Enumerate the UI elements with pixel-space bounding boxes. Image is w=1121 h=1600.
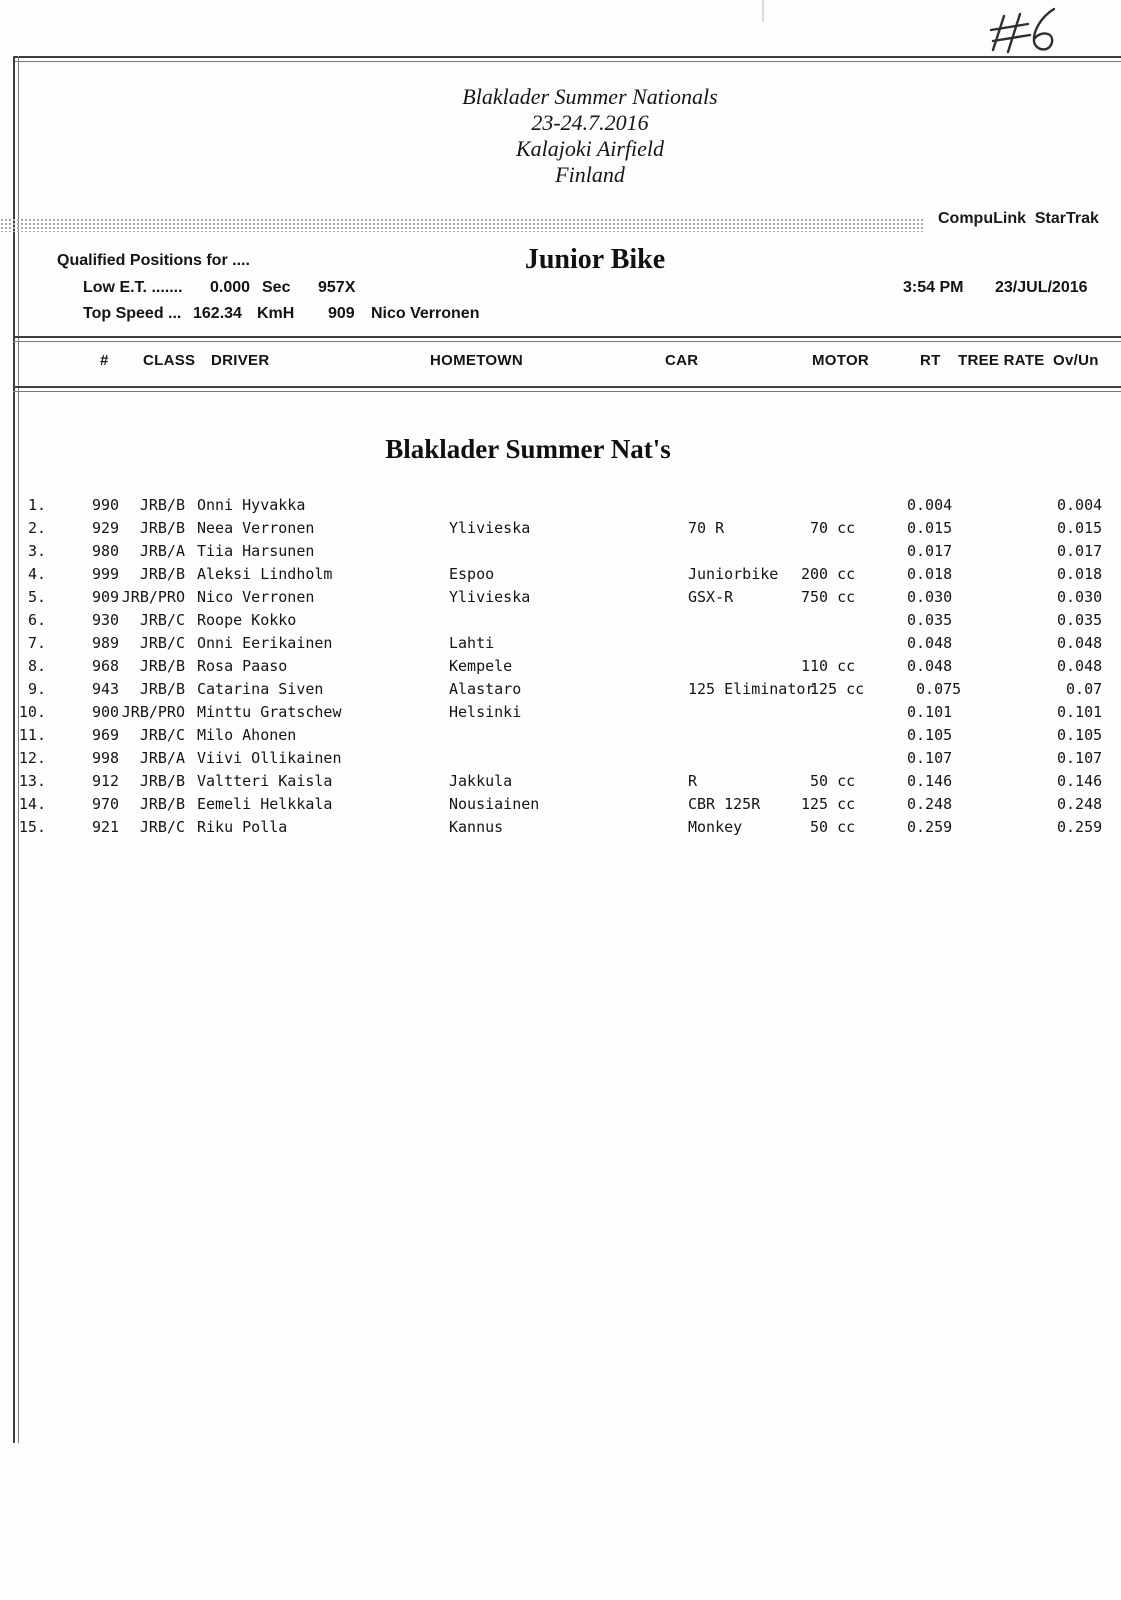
halftone-divider: [0, 218, 925, 232]
cell-ov-un: 0.101: [1057, 703, 1103, 721]
low-et-value: 0.000: [210, 279, 251, 296]
cell-position: 15.: [18, 818, 46, 836]
cell-class: JRB/B: [139, 565, 185, 583]
timing-system-brand: CompuLink StarTrak: [938, 210, 1099, 227]
cell-ov-un: 0.015: [1057, 519, 1103, 537]
cell-car-number: 970: [92, 795, 120, 813]
cell-position: 9.: [27, 680, 46, 698]
cell-car-number: 921: [92, 818, 120, 836]
cell-motor: 110 cc: [801, 657, 856, 675]
table-row: [0, 611, 1121, 631]
cell-driver: Milo Ahonen: [197, 726, 297, 744]
cell-driver: Roope Kokko: [197, 611, 297, 629]
table-row: [0, 634, 1121, 654]
table-row: [0, 680, 1121, 700]
col-header-number: #: [100, 352, 109, 369]
cell-hometown: Jakkula: [449, 772, 513, 790]
cell-rt: 0.248: [907, 795, 953, 813]
cell-car: Juniorbike: [688, 565, 779, 583]
cell-car: CBR 125R: [688, 795, 761, 813]
print-date: 23/JUL/2016: [995, 279, 1088, 296]
cell-ov-un: 0.018: [1057, 565, 1103, 583]
cell-position: 6.: [27, 611, 46, 629]
top-speed-unit: KmH: [257, 305, 295, 322]
print-time: 3:54 PM: [903, 279, 964, 296]
cell-driver: Onni Hyvakka: [197, 496, 306, 514]
cell-rt: 0.030: [907, 588, 953, 606]
cell-rt: 0.017: [907, 542, 953, 560]
cell-class: JRB/B: [139, 496, 185, 514]
cell-car-number: 900: [92, 703, 120, 721]
col-header-driver: DRIVER: [211, 352, 270, 369]
category-title: Junior Bike: [524, 244, 666, 275]
col-header-motor: MOTOR: [812, 352, 870, 369]
table-row: [0, 519, 1121, 539]
table-row: [0, 588, 1121, 608]
cell-hometown: Helsinki: [449, 703, 522, 721]
cell-rt: 0.259: [907, 818, 953, 836]
cell-car-number: 969: [92, 726, 120, 744]
cell-position: 2.: [27, 519, 46, 537]
cell-ov-un: 0.035: [1057, 611, 1103, 629]
table-row: [0, 795, 1121, 815]
cell-hometown: Nousiainen: [449, 795, 540, 813]
scan-fold-line: [762, 0, 764, 22]
cell-car: 70 R: [688, 519, 725, 537]
cell-motor: 50 cc: [801, 818, 856, 836]
low-et-unit: Sec: [262, 279, 291, 296]
cell-class: JRB/B: [139, 657, 185, 675]
table-header-rule-top-outer: [13, 336, 1121, 338]
cell-car-number: 998: [92, 749, 120, 767]
cell-rt: 0.048: [907, 657, 953, 675]
section-title: Blaklader Summer Nat's: [385, 434, 671, 464]
col-header-rt: RT: [920, 352, 941, 369]
cell-hometown: Ylivieska: [449, 588, 531, 606]
cell-class: JRB/A: [139, 542, 185, 560]
cell-ov-un: 0.048: [1057, 634, 1103, 652]
cell-motor: 70 cc: [801, 519, 856, 537]
page-border-top-inner: [13, 61, 1121, 62]
event-header: [340, 84, 840, 188]
cell-motor: 125 cc: [801, 680, 865, 698]
top-speed-label: Top Speed ...: [83, 305, 182, 322]
cell-position: 4.: [27, 565, 46, 583]
cell-rt: 0.004: [907, 496, 953, 514]
cell-hometown: Kempele: [449, 657, 513, 675]
cell-ov-un: 0.07: [1057, 680, 1103, 698]
cell-driver: Nico Verronen: [197, 588, 315, 606]
cell-driver: Onni Eerikainen: [197, 634, 333, 652]
cell-driver: Viivi Ollikainen: [197, 749, 342, 767]
cell-driver: Riku Polla: [197, 818, 288, 836]
cell-position: 8.: [27, 657, 46, 675]
cell-car-number: 912: [92, 772, 120, 790]
event-venue: Kalajoki Airfield: [515, 136, 665, 161]
cell-class: JRB/A: [139, 749, 185, 767]
top-speed-car-number: 909: [328, 305, 355, 322]
cell-rt: 0.015: [907, 519, 953, 537]
cell-position: 1.: [27, 496, 46, 514]
cell-car-number: 990: [92, 496, 120, 514]
cell-motor: 125 cc: [801, 795, 856, 813]
cell-ov-un: 0.107: [1057, 749, 1103, 767]
cell-rt: 0.018: [907, 565, 953, 583]
table-row: [0, 565, 1121, 585]
table-row: [0, 749, 1121, 769]
low-et-car-number: 957X: [318, 279, 356, 296]
cell-driver: Neea Verronen: [197, 519, 315, 537]
cell-car: 125 Eliminator: [688, 680, 815, 698]
cell-class: JRB/PRO: [121, 588, 185, 606]
cell-car-number: 989: [92, 634, 120, 652]
table-row: [0, 818, 1121, 838]
cell-driver: Eemeli Helkkala: [197, 795, 333, 813]
handwritten-number-icon: [988, 4, 1068, 60]
col-header-ov-un: Ov/Un: [1053, 352, 1099, 369]
cell-class: JRB/C: [139, 634, 185, 652]
cell-class: JRB/B: [139, 519, 185, 537]
cell-motor: 750 cc: [801, 588, 856, 606]
cell-position: 13.: [18, 772, 46, 790]
qualified-positions-label: Qualified Positions for ....: [57, 252, 250, 269]
table-header-rule-bottom-inner: [13, 391, 1121, 392]
col-header-class: CLASS: [143, 352, 196, 369]
cell-driver: Catarina Siven: [197, 680, 324, 698]
cell-ov-un: 0.004: [1057, 496, 1103, 514]
cell-position: 12.: [18, 749, 46, 767]
cell-car-number: 980: [92, 542, 120, 560]
cell-class: JRB/B: [139, 680, 185, 698]
col-header-tree-rate: TREE RATE: [958, 352, 1045, 369]
cell-hometown: Espoo: [449, 565, 495, 583]
table-row: [0, 772, 1121, 792]
cell-hometown: Alastaro: [449, 680, 522, 698]
col-header-car: CAR: [665, 352, 699, 369]
cell-ov-un: 0.030: [1057, 588, 1103, 606]
cell-car-number: 930: [92, 611, 120, 629]
cell-rt: 0.075: [907, 680, 962, 698]
cell-class: JRB/C: [139, 818, 185, 836]
table-header-rule-top-inner: [13, 341, 1121, 342]
cell-car-number: 968: [92, 657, 120, 675]
cell-driver: Tiia Harsunen: [197, 542, 315, 560]
cell-ov-un: 0.259: [1057, 818, 1103, 836]
cell-class: JRB/B: [139, 772, 185, 790]
cell-ov-un: 0.248: [1057, 795, 1103, 813]
page-border-top-outer: [13, 56, 1121, 58]
low-et-label: Low E.T. .......: [83, 279, 183, 296]
cell-class: JRB/C: [139, 611, 185, 629]
cell-motor: 50 cc: [801, 772, 856, 790]
event-title: Blaklader Summer Nationals: [462, 84, 718, 109]
cell-position: 10.: [18, 703, 46, 721]
cell-driver: Rosa Paaso: [197, 657, 288, 675]
cell-rt: 0.107: [907, 749, 953, 767]
cell-car-number: 999: [92, 565, 120, 583]
cell-car-number: 943: [92, 680, 120, 698]
event-country: Finland: [555, 162, 625, 187]
cell-hometown: Kannus: [449, 818, 504, 836]
event-dates: 23-24.7.2016: [531, 110, 649, 135]
table-row: [0, 703, 1121, 723]
cell-car: Monkey: [688, 818, 743, 836]
cell-motor: 200 cc: [801, 565, 856, 583]
cell-position: 14.: [18, 795, 46, 813]
cell-class: JRB/PRO: [121, 703, 185, 721]
table-row: [0, 657, 1121, 677]
top-speed-value: 162.34: [193, 305, 242, 322]
cell-position: 3.: [27, 542, 46, 560]
cell-ov-un: 0.048: [1057, 657, 1103, 675]
cell-class: JRB/C: [139, 726, 185, 744]
cell-rt: 0.105: [907, 726, 953, 744]
cell-driver: Valtteri Kaisla: [197, 772, 333, 790]
table-header-rule-bottom-outer: [13, 386, 1121, 388]
cell-ov-un: 0.146: [1057, 772, 1103, 790]
cell-position: 5.: [27, 588, 46, 606]
cell-rt: 0.035: [907, 611, 953, 629]
cell-car: R: [688, 772, 698, 790]
cell-hometown: Lahti: [449, 634, 495, 652]
cell-car-number: 909: [92, 588, 120, 606]
table-row: [0, 496, 1121, 516]
cell-hometown: Ylivieska: [449, 519, 531, 537]
cell-driver: Minttu Gratschew: [197, 703, 342, 721]
cell-rt: 0.048: [907, 634, 953, 652]
cell-position: 7.: [27, 634, 46, 652]
cell-car-number: 929: [92, 519, 120, 537]
table-row: [0, 542, 1121, 562]
col-header-hometown: HOMETOWN: [430, 352, 523, 369]
cell-rt: 0.146: [907, 772, 953, 790]
cell-driver: Aleksi Lindholm: [197, 565, 333, 583]
top-speed-driver: Nico Verronen: [371, 305, 480, 322]
cell-class: JRB/B: [139, 795, 185, 813]
table-row: [0, 726, 1121, 746]
cell-position: 11.: [18, 726, 46, 744]
cell-ov-un: 0.105: [1057, 726, 1103, 744]
cell-car: GSX-R: [688, 588, 734, 606]
cell-rt: 0.101: [907, 703, 953, 721]
cell-ov-un: 0.017: [1057, 542, 1103, 560]
